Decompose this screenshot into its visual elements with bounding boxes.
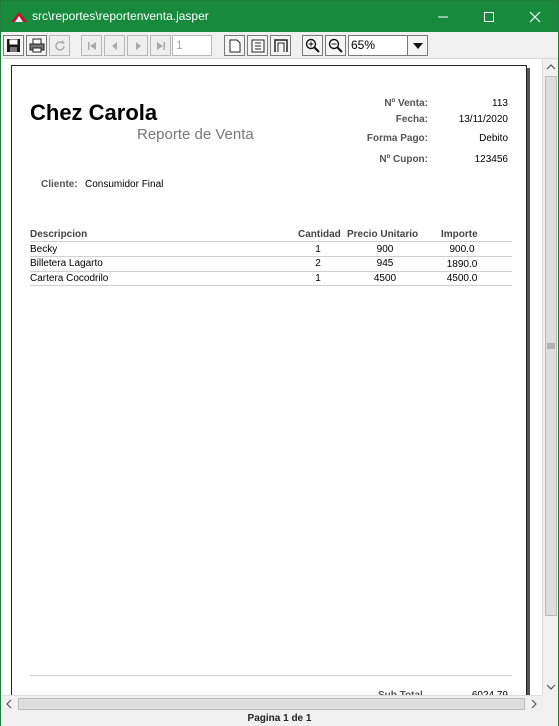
report-page bbox=[11, 65, 527, 725]
page-icon bbox=[229, 39, 241, 53]
zoom-in-icon bbox=[305, 38, 320, 53]
zoom-in-button[interactable] bbox=[302, 35, 323, 56]
scroll-down-button[interactable] bbox=[543, 680, 558, 695]
close-button[interactable] bbox=[512, 1, 558, 32]
print-button[interactable] bbox=[26, 35, 47, 56]
cliente-value: Consumidor Final bbox=[85, 179, 164, 190]
row-divider bbox=[30, 285, 512, 286]
grip-icon bbox=[547, 343, 555, 349]
page-number-input[interactable]: 1 bbox=[172, 35, 212, 56]
vertical-scroll-thumb[interactable] bbox=[545, 76, 557, 616]
fit-page-button[interactable] bbox=[247, 35, 268, 56]
last-page-button[interactable] bbox=[150, 35, 171, 56]
vertical-scrollbar[interactable] bbox=[542, 59, 558, 695]
zoom-out-button[interactable] bbox=[325, 35, 346, 56]
next-page-button[interactable] bbox=[127, 35, 148, 56]
column-header-descripcion: Descripcion bbox=[30, 229, 88, 240]
horizontal-scrollbar[interactable] bbox=[1, 695, 542, 711]
row-importe: 4500.0 bbox=[446, 273, 478, 284]
row-divider bbox=[30, 256, 512, 257]
minimize-button[interactable] bbox=[420, 1, 466, 32]
venta-value: 113 bbox=[492, 98, 508, 109]
chevron-right-icon bbox=[532, 700, 537, 708]
row-precio: 900 bbox=[376, 244, 394, 255]
last-page-icon bbox=[155, 40, 167, 52]
first-page-icon bbox=[86, 40, 98, 52]
previous-page-button[interactable] bbox=[104, 35, 125, 56]
chevron-down-icon bbox=[413, 43, 423, 49]
save-button[interactable] bbox=[3, 35, 24, 56]
minimize-icon bbox=[437, 11, 449, 23]
fecha-label: Fecha: bbox=[395, 114, 428, 125]
fit-page-icon bbox=[251, 39, 265, 53]
report-subtitle: Reporte de Venta bbox=[137, 126, 254, 143]
cliente-label: Cliente: bbox=[41, 179, 78, 190]
zoom-out-icon bbox=[328, 38, 343, 53]
venta-label: Nº Venta: bbox=[384, 98, 428, 109]
java-app-icon bbox=[10, 10, 28, 23]
previous-page-icon bbox=[109, 40, 121, 52]
chevron-down-icon bbox=[547, 685, 555, 690]
scroll-left-button[interactable] bbox=[1, 696, 16, 711]
row-precio: 4500 bbox=[373, 273, 397, 284]
row-descripcion: Cartera Cocodrilo bbox=[30, 273, 109, 284]
close-icon bbox=[529, 11, 541, 23]
row-divider bbox=[30, 271, 512, 272]
maximize-button[interactable] bbox=[466, 1, 512, 32]
zoom-dropdown-button[interactable] bbox=[407, 36, 427, 55]
row-cantidad: 2 bbox=[315, 258, 321, 269]
footer-divider bbox=[30, 675, 512, 676]
column-header-importe: Importe bbox=[441, 229, 478, 240]
printer-icon bbox=[29, 38, 45, 53]
header-divider bbox=[30, 241, 512, 242]
forma-pago-label: Forma Pago: bbox=[366, 133, 428, 144]
forma-pago-value: Debito bbox=[479, 133, 508, 144]
floppy-disk-icon bbox=[6, 38, 21, 53]
fecha-value: 13/11/2020 bbox=[458, 114, 508, 125]
horizontal-scroll-thumb[interactable] bbox=[18, 698, 525, 710]
page-status: Pagina 1 de 1 bbox=[1, 711, 558, 726]
row-importe: 1890.0 bbox=[446, 259, 478, 270]
column-header-precio-unitario: Precio Unitario bbox=[347, 229, 419, 240]
zoom-select[interactable] bbox=[348, 35, 428, 56]
actual-size-button[interactable] bbox=[224, 35, 245, 56]
column-header-cantidad: Cantidad bbox=[298, 229, 341, 240]
refresh-icon bbox=[53, 39, 67, 53]
fit-width-icon bbox=[274, 39, 288, 53]
next-page-icon bbox=[132, 40, 144, 52]
viewer-toolbar bbox=[1, 32, 558, 59]
chevron-left-icon bbox=[6, 700, 11, 708]
scroll-right-button[interactable] bbox=[527, 696, 542, 711]
row-cantidad: 1 bbox=[315, 244, 321, 255]
maximize-icon bbox=[483, 11, 495, 23]
title-bar[interactable] bbox=[1, 1, 558, 32]
row-descripcion: Billetera Lagarto bbox=[30, 258, 103, 269]
row-importe: 900.0 bbox=[449, 244, 475, 255]
zoom-value: 65% bbox=[351, 38, 376, 52]
row-precio: 945 bbox=[376, 258, 394, 269]
cupon-value: 123456 bbox=[474, 154, 508, 165]
row-descripcion: Becky bbox=[30, 244, 58, 255]
first-page-button[interactable] bbox=[81, 35, 102, 56]
row-cantidad: 1 bbox=[315, 273, 321, 284]
fit-width-button[interactable] bbox=[270, 35, 291, 56]
chevron-up-icon bbox=[547, 64, 555, 69]
window-title: src\reportes\reportenventa.jasper bbox=[32, 9, 209, 23]
cupon-label: Nº Cupon: bbox=[379, 154, 428, 165]
company-name: Chez Carola bbox=[30, 100, 158, 125]
report-viewport[interactable] bbox=[1, 59, 542, 695]
scroll-up-button[interactable] bbox=[543, 59, 558, 74]
reload-button[interactable] bbox=[49, 35, 70, 56]
scrollbar-corner bbox=[542, 695, 558, 711]
